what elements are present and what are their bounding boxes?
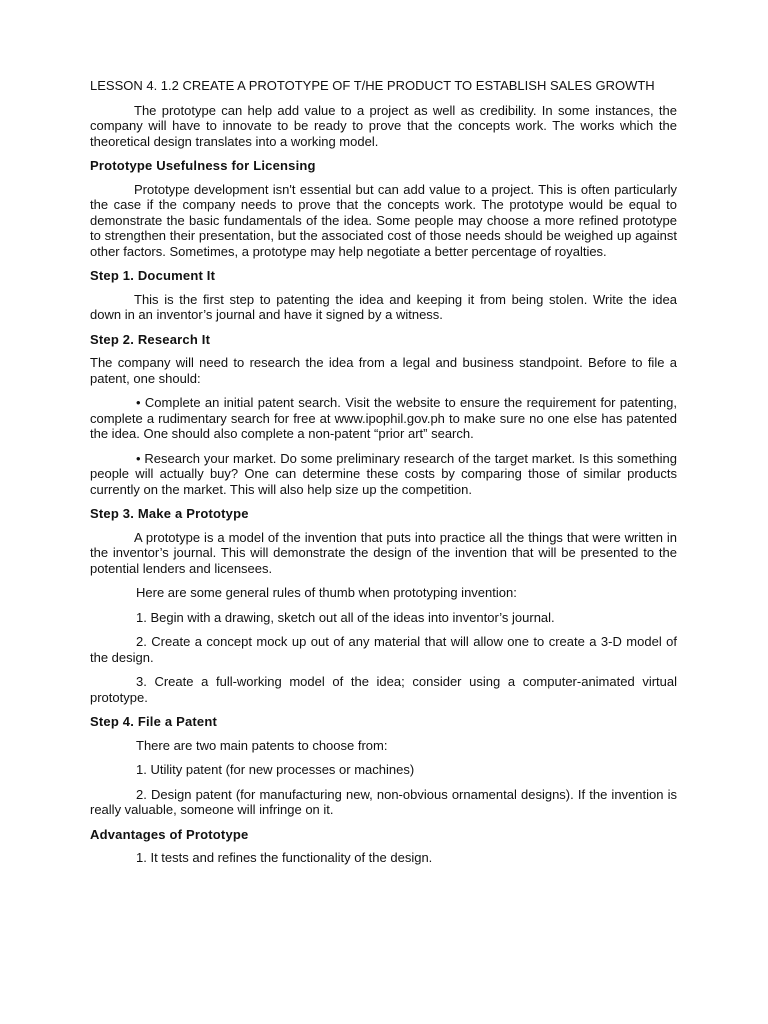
step-4-item: 1. Utility patent (for new processes or machines) (136, 762, 415, 777)
licensing-paragraph: Prototype development isn't essential but can add value to a project. This is often particularly the case if the company needs to prove that the concepts work. The prototype would be equal to demonstrate the basic fundamentals of the idea. Some people may choose a more refined prototype to strengthen their presentation, but the associated cost of those needs should be weighed up against other factors. Sometimes, a prototype may help negotiate a better percentage of royalties. (90, 181, 677, 259)
step-4-intro: There are two main patents to choose from: (136, 737, 388, 753)
heading-licensing: Prototype Usefulness for Licensing (90, 158, 316, 173)
step-3-rules-intro: Here are some general rules of thumb when prototyping invention: (136, 585, 517, 600)
advantages-item: 1. It tests and refines the functionality of the design. (136, 850, 433, 865)
heading-step-2: Step 2. Research It (90, 331, 211, 347)
step-3-paragraph: A prototype is a model of the invention that puts into practice all the things that were written in the inventor’s journal. This will demonstrate the design of the invention that will be presented to the potential lenders and licensees. (90, 529, 677, 576)
step-3-rule: 3. Create a full-working model of the idea; consider using a computer-animated virtual prototype. (90, 674, 677, 705)
intro-paragraph: The prototype can help add value to a project as well as credibility. In some instances, the company will have to innovate to be ready to prove that the concepts work. The works which the theoretical design translates into a working model. (90, 102, 677, 149)
step-2-paragraph: The company will need to research the idea from a legal and business standpoint. Before to file a patent, one should: (90, 355, 677, 386)
heading-step-3: Step 3. Make a Prototype (90, 506, 249, 521)
step-4-item: 2. Design patent (for manufacturing new, non-obvious ornamental designs). If the invention is really valuable, someone will infringe on it. (90, 786, 677, 817)
document-page (90, 78, 677, 875)
step-2-bullet: • Research your market. Do some preliminary research of the target market. Is this something people will actually buy? One can determine these costs by comparing those of similar products currently on the market. This will also help size up the competition. (90, 450, 677, 497)
lesson-title: LESSON 4. 1.2 CREATE A PROTOTYPE OF T/HE PRODUCT TO ESTABLISH SALES GROWTH (90, 78, 655, 93)
step-2-bullet: • Complete an initial patent search. Visit the website to ensure the requirement for patenting, complete a rudimentary search for free at www.ipophil.gov.ph to make sure no one else has patented the idea. One should also complete a non-patent “prior art” search. (90, 395, 677, 441)
heading-advantages: Advantages of Prototype (90, 826, 249, 842)
step-3-rule: 2. Create a concept mock up out of any material that will allow one to create a 3-D model of the design. (90, 634, 677, 665)
step-3-rule: 1. Begin with a drawing, sketch out all of the ideas into inventor’s journal. (136, 609, 555, 625)
step-1-paragraph: This is the first step to patenting the idea and keeping it from being stolen. Write the idea down in an inventor’s journal and have it signed by a witness. (90, 291, 677, 322)
heading-step-1: Step 1. Document It (90, 268, 216, 283)
heading-step-4: Step 4. File a Patent (90, 714, 218, 729)
